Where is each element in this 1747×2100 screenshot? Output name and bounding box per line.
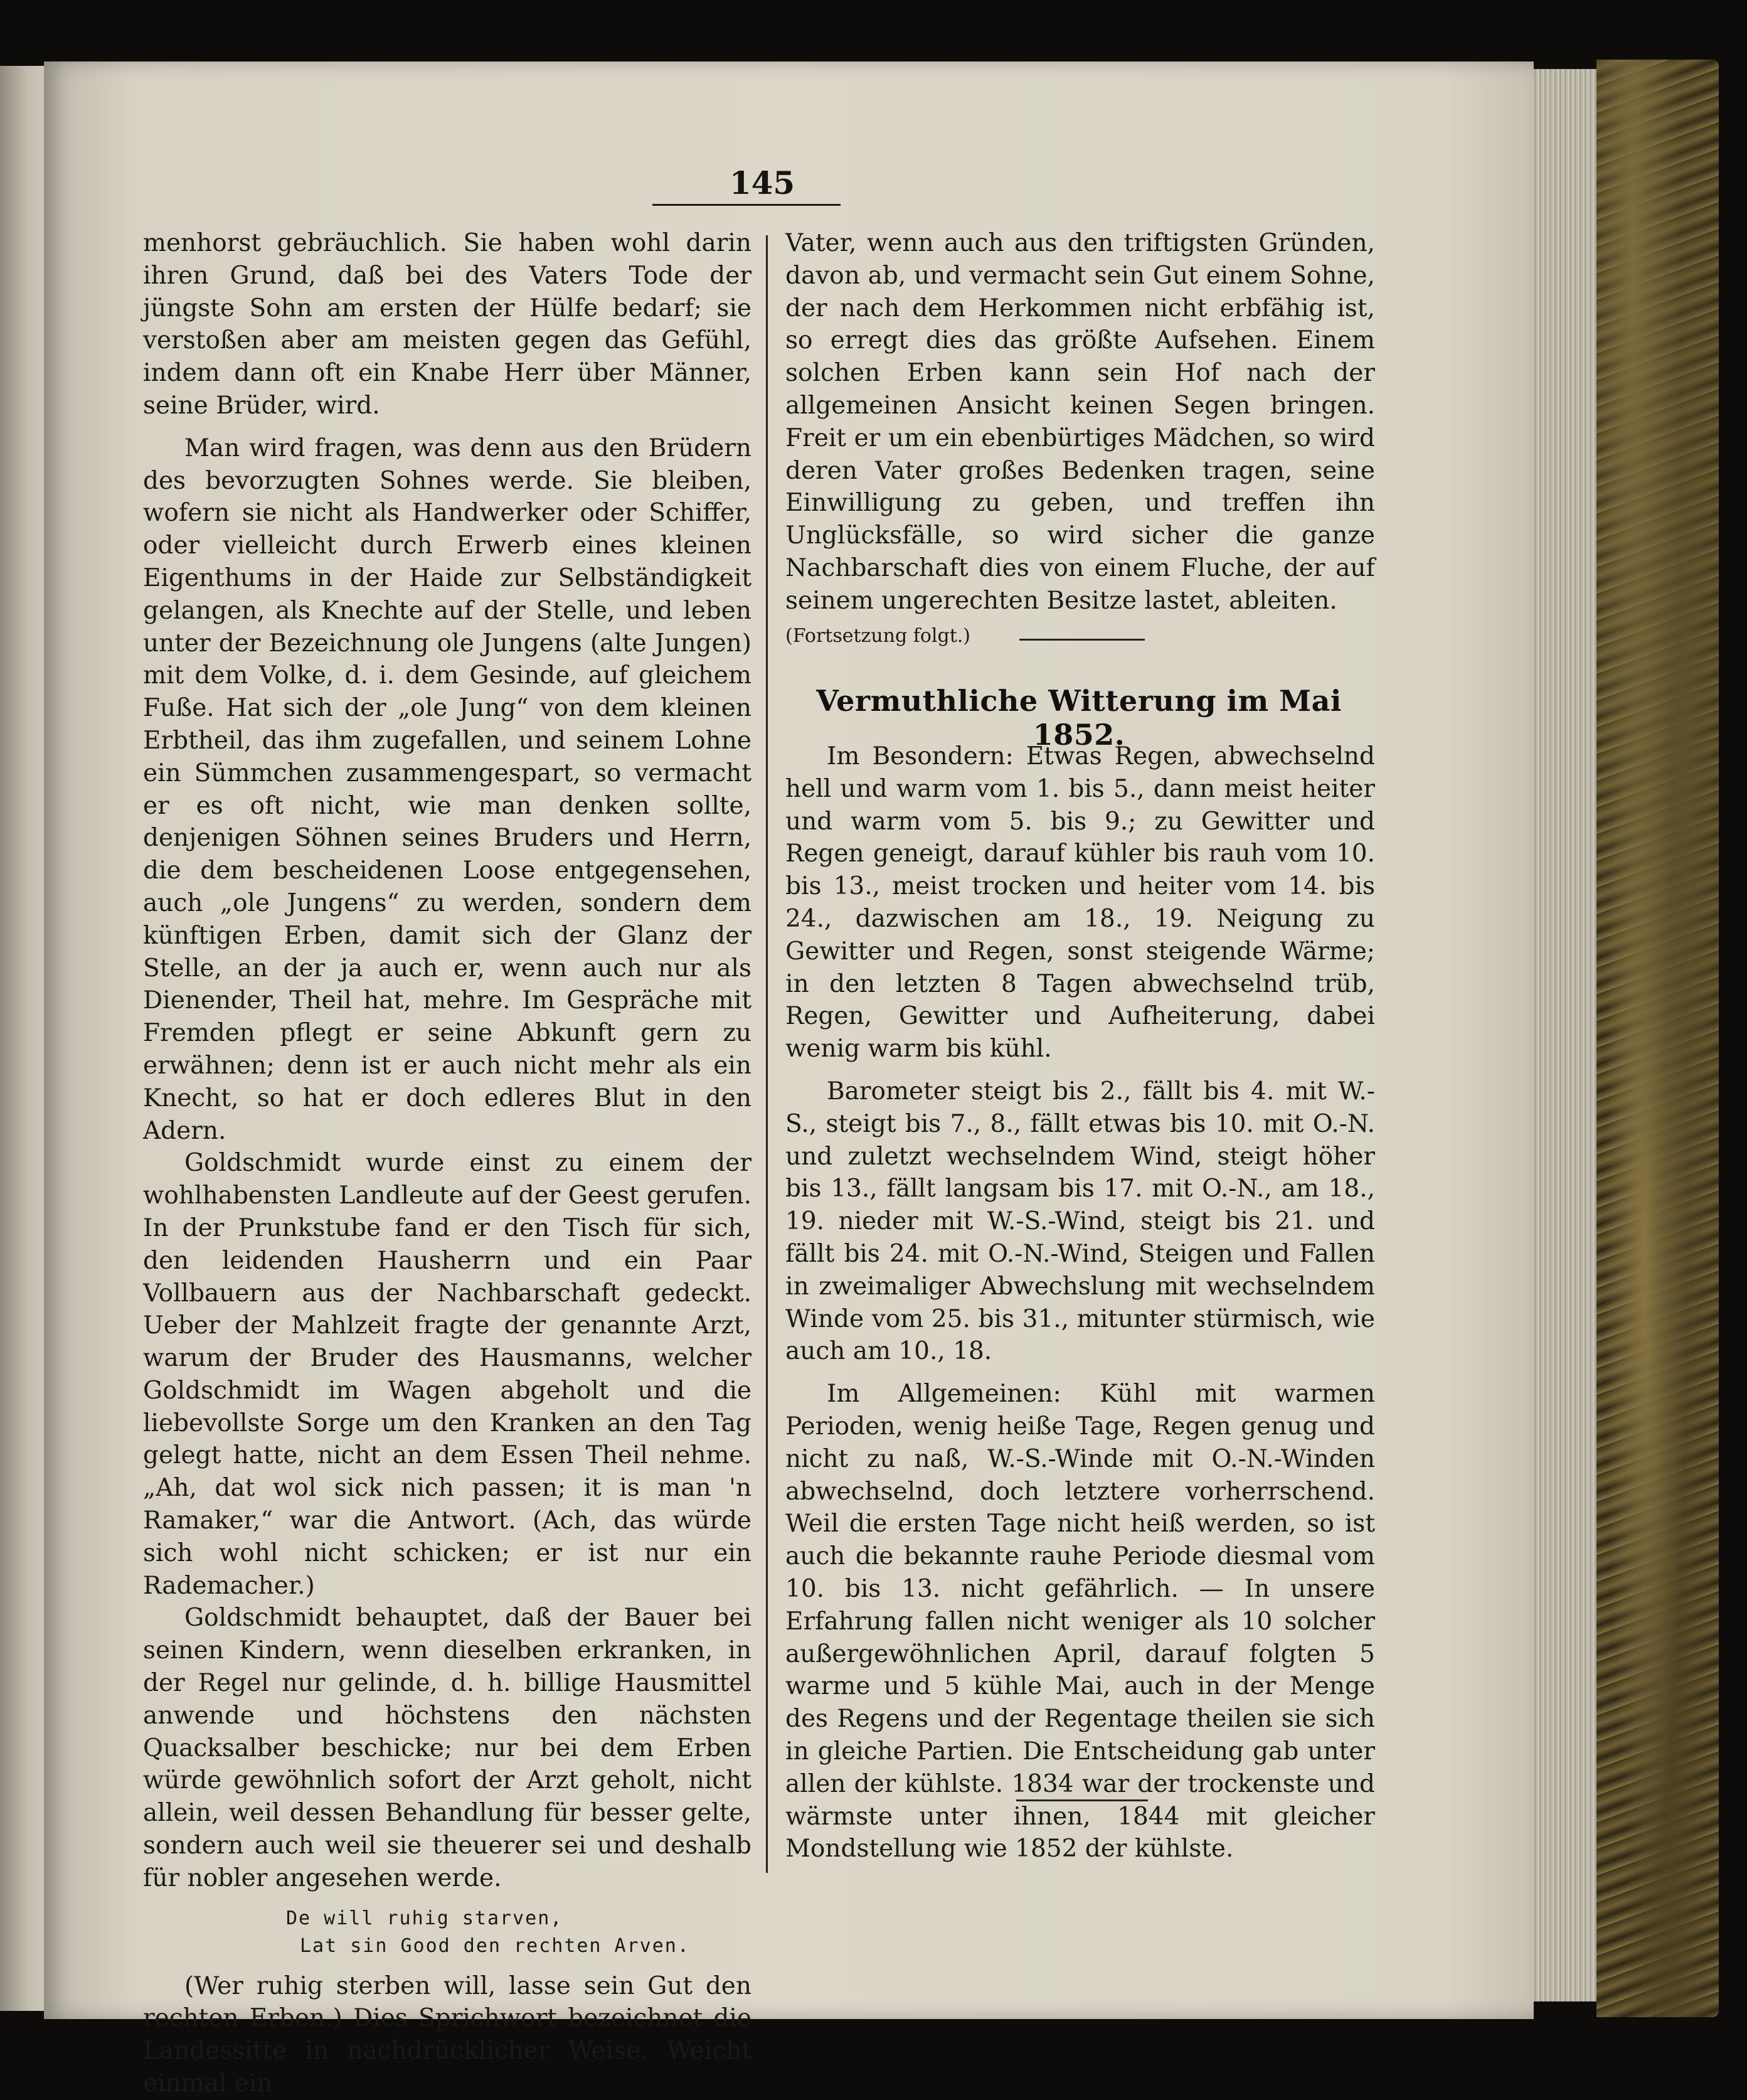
weather-paragraph-1: Im Besondern: Etwas Regen, abwechselnd hell und warm vom 1. bis 5., dann meist heiter und warm vom 5. bis 9.; zu Gewitter und Regen geneigt, darauf kühler bis rauh vom 10. bis 13., meist trocken und heiter vom 14. bis 24., dazwischen am 18., 19. Neigung zu Gewitter und Regen, sonst steigende Wärme; in den letzten 8 Tagen abwechselnd trüb, Regen, Gewitter und Aufheiterung, dabei wenig warm bis kühl. [785,742,1375,1063]
weather-paragraph-3: Im Allgemeinen: Kühl mit warmen Perioden, wenig heiße Tage, Regen genug und nicht zu naß, W.-S.-Winde mit O.-N.-Winden abwechselnd, doch letztere vorherrschend. Weil die ersten Tage nicht heiß werden, so ist auch die bekannte rauhe Periode diesmal vom 10. bis 13. nicht gefährlich. — In unsere Erfahrung fallen nicht weniger als 10 solcher außergewöhnlichen April, darauf folgten 5 warme und 5 kühle Mai, auch in der Menge des Regens und der Regentage theilen sie sich in gleiche Partien. Die Entscheidung gab unter allen der kühlste. 1834 war der trockenste und wärmste unter ihnen, 1844 mit gleicher Mondstellung wie 1852 der kühlste. [785,1380,1375,1863]
right-paragraph-1: Vater, wenn auch aus den triftigsten Gründen, davon ab, und vermacht sein Gut einem Sohne, der nach dem Herkommen nicht erbfähig ist, so erregt dies das größte Aufsehen. Einem solchen Erben kann sein Hof nach der allgemeinen Ansicht keinen Segen bringen. Freit er um ein ebenbürtiges Mädchen, so wird deren Vater großes Bedenken tragen, seine Einwilligung zu geben, und treffen ihn Unglücksfälle, so wird sicher die ganze Nachbarschaft dies von einem Fluche, der auf seinem ungerechten Besitze lastet, ableiten. [785,229,1375,615]
adjacent-page-edge [0,66,49,2011]
end-rule [1016,1799,1148,1801]
left-paragraph-5: (Wer ruhig sterben will, lasse sein Gut den rechten Erben.) Dies Sprichwort bezeichnet die Landessitte in nachdrücklicher Weise. Weicht einmal ein [143,1971,751,2098]
marbled-book-cover [1596,60,1719,2017]
section-heading: Vermuthliche Witterung im Mai 1852. [816,684,1342,752]
proverb [143,1905,751,1960]
page-number: 145 [729,164,795,201]
left-paragraph-1: menhorst gebräuchlich. Sie haben wohl darin ihren Grund, daß bei des Vaters Tode der jüngste Sohn am ersten der Hülfe bedarf; sie verstoßen aber am meisten gegen das Gefühl, indem dann oft ein Knabe Herr über Männer, seine Brüder, wird. [143,229,751,420]
continuation-note: (Fortsetzung folgt.) [785,624,970,647]
weather-paragraph-2: Barometer steigt bis 2., fällt bis 4. mit W.-S., steigt bis 7., 8., fällt etwas bis 10. mit O.-N. und zuletzt wechselndem Wind, steigt höher bis 13., fällt langsam bis 17. mit O.-N., am 18., 19. nieder mit W.-S.-Wind, steigt bis 21. und fällt bis 24. mit O.-N.-Wind, Steigen und Fallen in zweimaliger Abwechslung mit wechselndem Winde vom 25. bis 31., mitunter stürmisch, wie auch am 10., 18. [785,1077,1375,1366]
left-column [143,227,751,2100]
section-rule [1019,639,1145,641]
proverb-line-1: De will ruhig starven, [286,1907,563,1929]
right-column [785,227,1375,649]
left-paragraph-3: Goldschmidt wurde einst zu einem der wohlhabensten Landleute auf der Geest gerufen. In der Prunkstube fand er den Tisch für sich, den leidenden Hausherrn und ein Paar Vollbauern aus der Nachbarschaft gedeckt. Ueber der Mahlzeit fragte der genannte Arzt, warum der Bruder des Hausmanns, welcher Goldschmidt im Wagen abgeholt und die liebevollste Sorge um den Kranken an den Tag gelegt hatte, nicht an dem Essen Theil nehme. „Ah, dat wol sick nich passen; it is man 'n Ramaker,“ war die Antwort. (Ach, das würde sich wohl nicht schicken; er ist nur ein Rademacher.) [143,1149,751,1600]
column-divider [766,235,768,1873]
left-paragraph-4: Goldschmidt behauptet, daß der Bauer bei seinen Kindern, wenn dieselben erkranken, in der Regel nur gelinde, d. h. billige Hausmittel anwende und höchstens den nächsten Quacksalber beschicke; nur bei dem Erben würde gewöhnlich sofort der Arzt geholt, nicht allein, weil dessen Behandlung für besser gelte, sondern auch weil sie theuerer sei und deshalb für nobler angesehen werde. [143,1604,751,1892]
header-rule [652,204,841,206]
left-paragraph-2: Man wird fragen, was denn aus den Brüdern des bevorzugten Sohnes werde. Sie bleiben, wofern sie nicht als Handwerker oder Schiffer, oder vielleicht durch Erwerb eines kleinen Eigenthums in der Haide zur Selbständigkeit gelangen, als Knechte auf der Stelle, und leben unter der Bezeichnung ole Jungens (alte Jungen) mit dem Volke, d. i. dem Gesinde, auf gleichem Fuße. Hat sich der „ole Jung“ von dem kleinen Erbtheil, das ihm zugefallen, und seinem Lohne ein Sümmchen zusammengespart, so vermacht er es oft nicht, wie man denken sollte, denjenigen Söhnen seines Bruders und Herrn, die dem bescheidenen Loose entgegensehen, auch „ole Jungens“ zu werden, sondern dem künftigen Erben, damit sich der Glanz der Stelle, an der ja auch er, wenn auch nur als Dienender, Theil hat, mehre. Im Gespräche mit Fremden pflegt er seine Abkunft gern zu erwähnen; denn ist er auch nicht mehr als ein Knecht, so hat er doch edleres Blut in den Adern. [143,434,751,1145]
proverb-line-2: Lat sin Good den rechten Arven. [300,1934,690,1957]
weather-section [785,740,1375,1865]
